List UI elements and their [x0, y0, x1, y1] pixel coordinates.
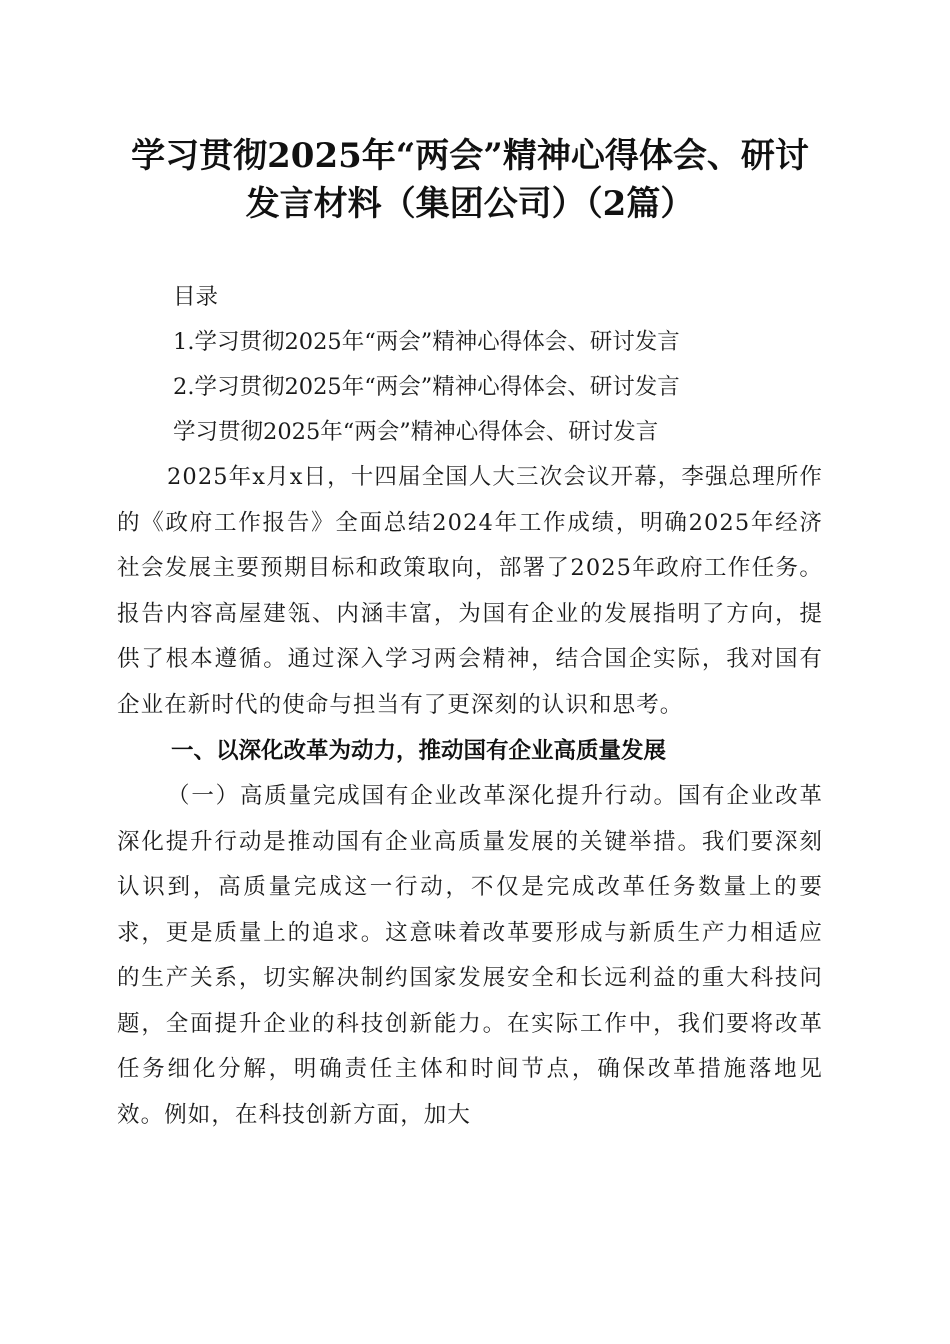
intro-paragraph: 2025年x月x日，十四届全国人大三次会议开幕，李强总理所作的《政府工作报告》全面总结2024年工作成绩，明确2025年经济社会发展主要预期目标和政策取向，部署了2025年政府工作任务。报告内容高屋建瓴、内涵丰富，为国有企业的发展指明了方向，提供了根本遵循。通过深入学习两会精神，结合国企实际，我对国有企业在新时代的使命与担当有了更深刻的认识和思考。 [117, 464, 823, 718]
article-title: 学习贯彻2025年“两会”精神心得体会、研讨发言 [173, 419, 659, 445]
table-of-contents [117, 275, 823, 455]
toc-item-2: 2.学习贯彻2025年“两会”精神心得体会、研讨发言 [173, 374, 680, 400]
document-title: 学习贯彻2025年“两会”精神心得体会、研讨发言材料（集团公司）（2篇） [131, 136, 809, 224]
toc-heading: 目录 [173, 284, 219, 310]
document-page [117, 132, 823, 1138]
section-heading: 一、以深化改革为动力，推动国有企业高质量发展 [171, 738, 667, 764]
toc-item-1: 1.学习贯彻2025年“两会”精神心得体会、研讨发言 [173, 329, 680, 355]
subsection-paragraph: （一）高质量完成国有企业改革深化提升行动。国有企业改革深化提升行动是推动国有企业高质量发展的关键举措。我们要深刻认识到，高质量完成这一行动，不仅是完成改革任务数量上的要求，更是质量上的追求。这意味着改革要形成与新质生产力相适应的生产关系，切实解决制约国家发展安全和长远利益的重大科技问题，全面提升企业的科技创新能力。在实际工作中，我们要将改革任务细化分解，明确责任主体和时间节点，确保改革措施落地见效。例如，在科技创新方面，加大 [117, 783, 823, 1128]
